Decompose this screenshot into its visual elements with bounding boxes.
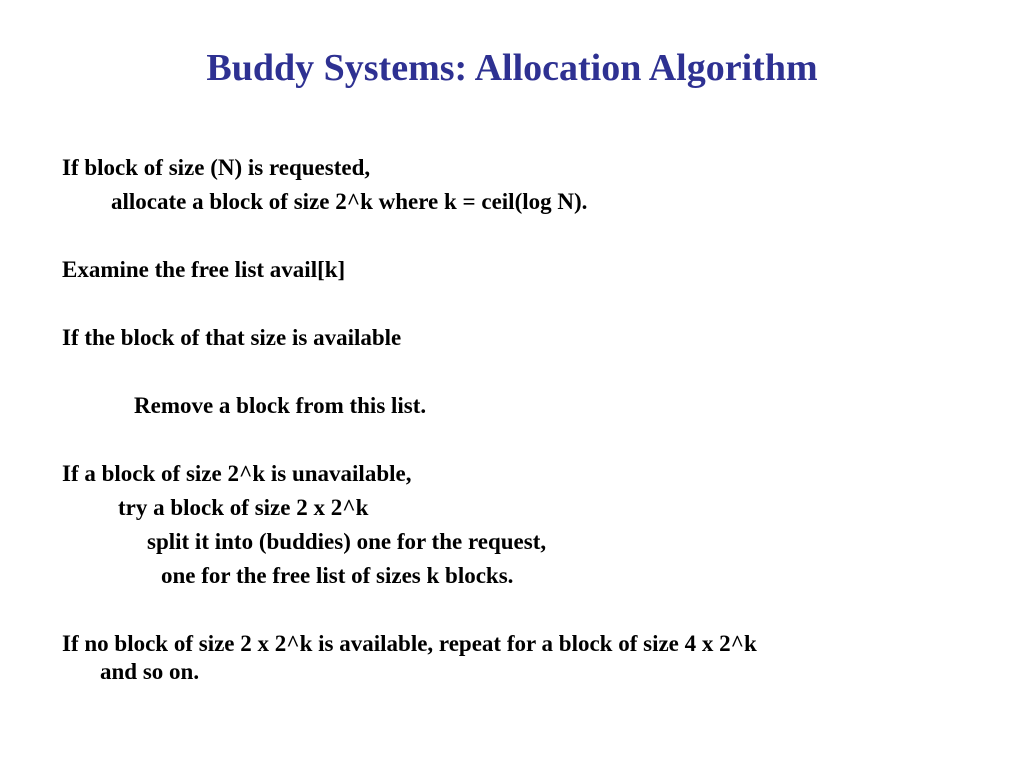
text-line-repeat: If no block of size 2 x 2^k is available, repeat for a block of size 4 x 2^k: [62, 631, 757, 656]
text-line-remove: Remove a block from this list.: [134, 393, 427, 418]
text-line-examine: Examine the free list avail[k]: [62, 257, 346, 282]
text-line-available: If the block of that size is available: [62, 325, 402, 350]
text-line-free-list: one for the free list of sizes k blocks.: [161, 563, 514, 588]
text-line-so-on: and so on.: [100, 659, 200, 684]
text-line-split: split it into (buddies) one for the request,: [147, 529, 547, 554]
slide-title: Buddy Systems: Allocation Algorithm: [206, 47, 818, 89]
text-line-allocate: allocate a block of size 2^k where k = ceil(log N).: [111, 189, 588, 214]
text-line-request: If block of size (N) is requested,: [62, 155, 371, 180]
text-line-try: try a block of size 2 x 2^k: [118, 495, 369, 520]
text-line-unavailable: If a block of size 2^k is unavailable,: [62, 461, 412, 486]
